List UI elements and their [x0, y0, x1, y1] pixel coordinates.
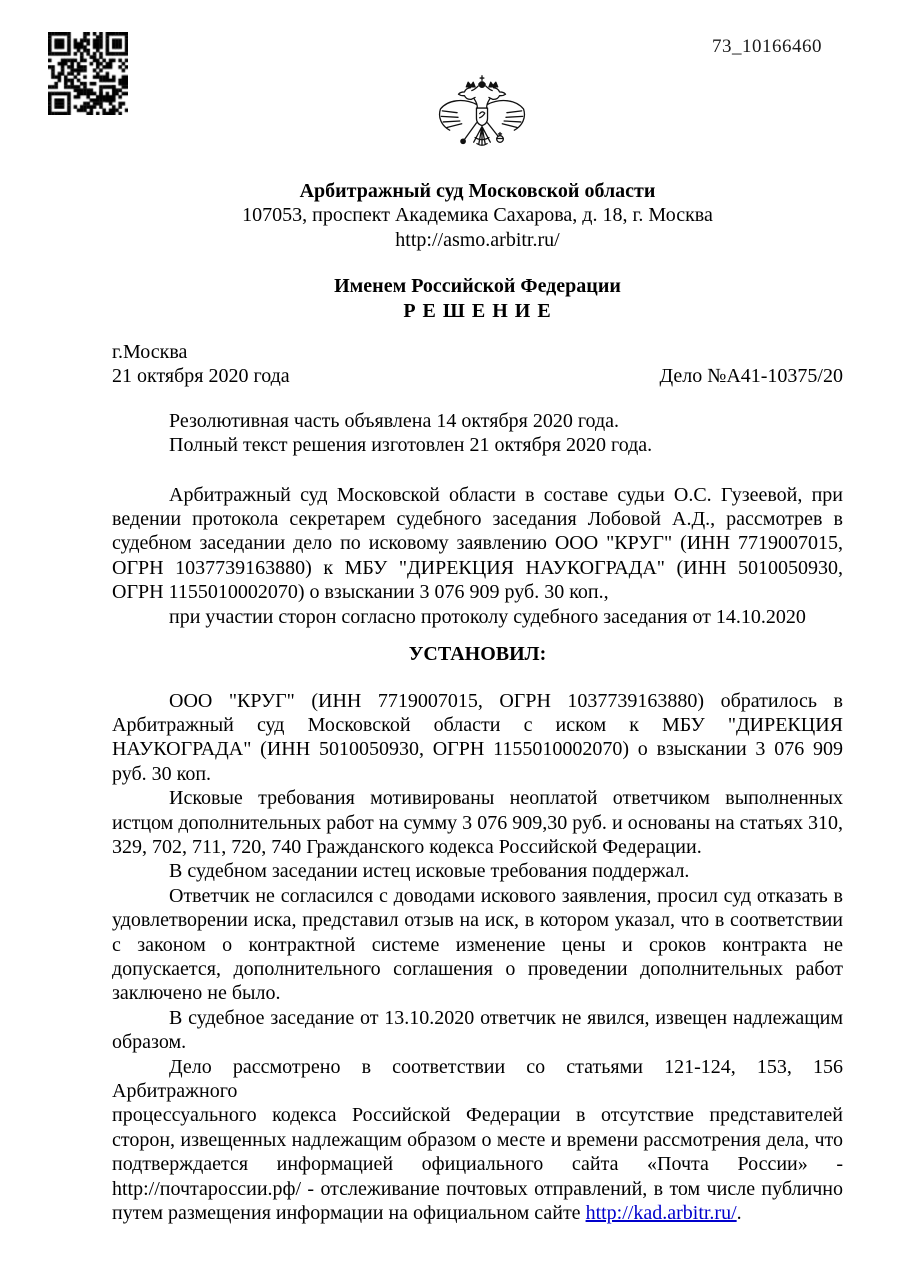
- body-line: НАУКОГРАДА" (ИНН 5010050930, ОГРН 1155010002070) о взыскании 3 076 909: [112, 738, 843, 761]
- sentence-period: .: [736, 1202, 742, 1225]
- body-line: сторон, извещенных надлежащим образом о месте и времени рассмотрения дела, что: [112, 1128, 843, 1151]
- preamble-line: при участии сторон согласно протоколу судебного заседания от 14.10.2020: [169, 605, 806, 628]
- qr-code: [48, 32, 128, 115]
- case-number: Дело №А41-10375/20: [659, 365, 843, 388]
- body-line: Дело рассмотрено в соответствии со статьями 121-124, 153, 156 Арбитражного: [112, 1055, 843, 1102]
- body-line: истцом дополнительных работ на сумму 3 076 909,30 руб. и основаны на статьях 310,: [112, 811, 843, 834]
- ustanovil-heading: УСТАНОВИЛ:: [408, 643, 547, 666]
- body-line: 329, 702, 711, 720, 740 Гражданского кодекса Российской Федерации.: [112, 835, 702, 858]
- body-line: образом.: [112, 1031, 187, 1054]
- spacer: [112, 458, 843, 483]
- body-line: допускается, дополнительного соглашения о проведении дополнительных работ: [112, 957, 843, 980]
- preamble-line: ОГРН 1155010002070) о взыскании 3 076 909 руб. 30 коп.,: [112, 581, 609, 604]
- city-line: г.Москва: [112, 341, 188, 364]
- body-line: Ответчик не согласился с доводами искового заявления, просил суд отказать в: [169, 884, 843, 907]
- body-line: Арбитражный суд Московской области с иском к МБУ "ДИРЕКЦИЯ: [112, 713, 843, 736]
- preamble-line: Арбитражный суд Московской области в составе судьи О.С. Гузеевой, при: [169, 483, 843, 506]
- decision-date: 21 октября 2020 года: [112, 365, 290, 388]
- court-website: http://asmo.arbitr.ru/: [395, 228, 560, 251]
- court-address: 107053, проспект Академика Сахарова, д. 18, г. Москва: [242, 204, 713, 227]
- body-line: В судебное заседание от 13.10.2020 ответчик не явился, извещен надлежащим: [169, 1006, 843, 1029]
- spacer: [112, 667, 843, 689]
- full-text-line: Полный текст решения изготовлен 21 октября 2020 года.: [169, 434, 653, 457]
- spacer: [112, 252, 843, 274]
- spacer: [112, 389, 843, 409]
- date-case-line: [112, 364, 843, 388]
- body-line: Исковые требования мотивированы неоплатой ответчиком выполненных: [169, 787, 843, 810]
- body-line: заключено не было.: [112, 982, 281, 1005]
- preamble-line: ведении протокола секретарем судебного заседания Лобовой А.Д., рассмотрев в: [112, 508, 843, 531]
- preamble-line: ОГРН 1037739163880) к МБУ "ДИРЕКЦИЯ НАУКОГРАДА" (ИНН 5010050930,: [112, 556, 843, 579]
- body-line: процессуального кодекса Российской Федерации в отсутствие представителей: [112, 1104, 843, 1127]
- document-text: [112, 179, 843, 1225]
- body-line-with-link: [112, 1201, 843, 1225]
- coat-of-arms-icon: [434, 74, 530, 168]
- in-the-name-line: Именем Российской Федерации: [334, 275, 621, 298]
- body-line: удовлетворении иска, представил отзыв на иск, в котором указал, что в соответствии: [112, 909, 843, 932]
- spacer: [112, 629, 843, 642]
- body-line: руб. 30 коп.: [112, 762, 212, 785]
- body-line: подтверждается информацией официального сайта «Почта России» -: [112, 1153, 843, 1176]
- preamble-line: судебном заседании дело по исковому заявлению ООО "КРУГ" (ИНН 7719007015,: [112, 532, 843, 555]
- body-line: В судебном заседании истец исковые требования поддержал.: [169, 860, 690, 883]
- spacer: [112, 323, 843, 340]
- body-line: с законом о контрактной системе изменение цены и сроков контракта не: [112, 933, 843, 956]
- resolutive-part-line: Резолютивная часть объявлена 14 октября 2020 года.: [169, 409, 620, 432]
- body-line: http://почтароссии.рф/ - отслеживание почтовых отправлений, в том числе публично: [112, 1177, 843, 1200]
- document-number: 73_10166460: [712, 36, 822, 57]
- court-name: Арбитражный суд Московской области: [299, 180, 656, 202]
- link-prefix-text: путем размещения информации на официальном сайте: [112, 1202, 586, 1225]
- kad-arbitr-link[interactable]: http://kad.arbitr.ru/: [585, 1202, 737, 1225]
- body-line: ООО "КРУГ" (ИНН 7719007015, ОГРН 1037739163880) обратилось в: [169, 689, 843, 712]
- decision-title: Р Е Ш Е Н И Е: [403, 299, 552, 322]
